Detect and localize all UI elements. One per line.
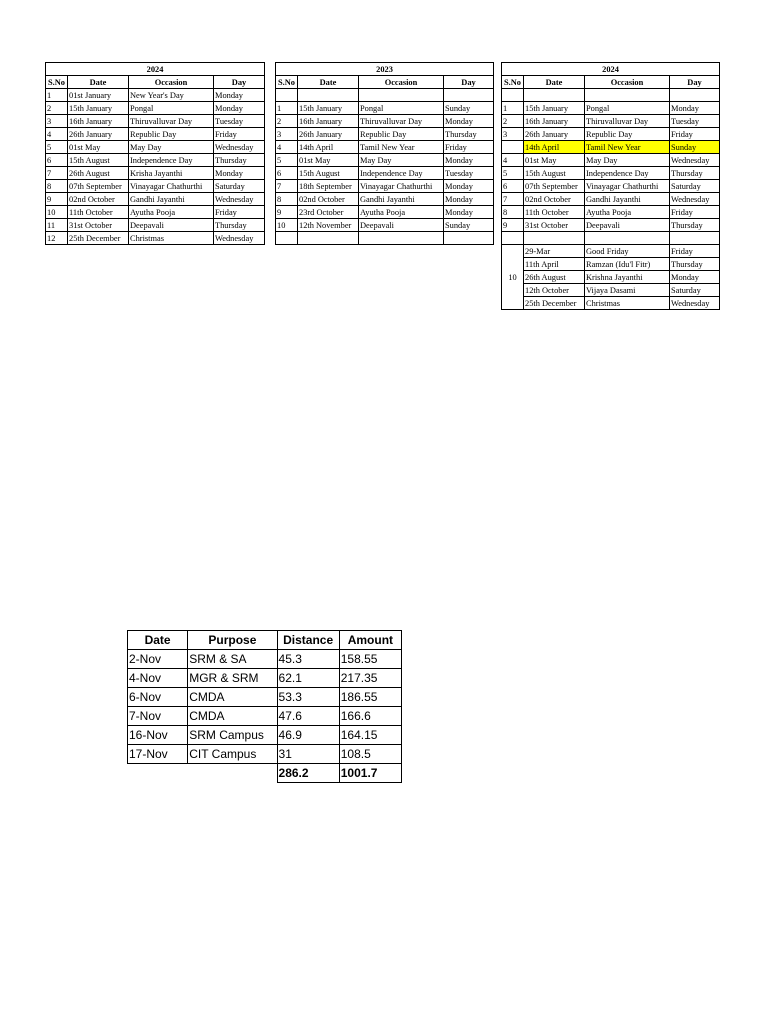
table-cell: 6-Nov	[128, 688, 188, 707]
table-row	[46, 167, 265, 180]
table-cell: 26th January	[298, 128, 359, 141]
table-row	[502, 297, 720, 310]
table-cell: Thursday	[670, 219, 720, 232]
table-cell: Monday	[214, 167, 265, 180]
table-cell: 31st October	[68, 219, 129, 232]
table-row	[502, 258, 720, 271]
table-cell: Monday	[444, 180, 494, 193]
table-cell: 9	[502, 219, 524, 232]
table-cell: Thiruvalluvar Day	[129, 115, 214, 128]
table-cell: 11th April	[524, 258, 585, 271]
column-header: Occasion	[585, 76, 670, 89]
column-header: Date	[128, 631, 188, 650]
table-row	[276, 219, 494, 232]
table-cell: Good Friday	[585, 245, 670, 258]
table-cell: Vinayagar Chathurthi	[585, 180, 670, 193]
table-row	[502, 128, 720, 141]
table-cell: Gandhi Jayanthi	[129, 193, 214, 206]
table-cell: 15th August	[68, 154, 129, 167]
table-row	[502, 167, 720, 180]
table-cell: Tamil New Year	[359, 141, 444, 154]
table-cell: Wednesday	[670, 193, 720, 206]
table-cell: Saturday	[670, 284, 720, 297]
table-cell: 6	[46, 154, 68, 167]
column-header: Day	[444, 76, 494, 89]
table-cell: Thursday	[214, 219, 265, 232]
table-cell: 7	[276, 180, 298, 193]
table-row	[502, 102, 720, 115]
table-cell: Friday	[670, 206, 720, 219]
table-cell: Thursday	[670, 258, 720, 271]
table-cell: Independence Day	[585, 167, 670, 180]
table-cell: Deepavali	[129, 219, 214, 232]
table-row	[46, 102, 265, 115]
table-cell: 7	[46, 167, 68, 180]
table-cell: Republic Day	[585, 128, 670, 141]
table-cell: 5	[276, 154, 298, 167]
table-cell: Pongal	[359, 102, 444, 115]
holiday-table-2024-right	[501, 62, 720, 310]
table-body	[128, 650, 402, 764]
table-cell: 01st May	[524, 154, 585, 167]
table-cell: 15th January	[68, 102, 129, 115]
table-cell: Wednesday	[214, 193, 265, 206]
table-cell: 1	[46, 89, 68, 102]
table-year: 2024	[46, 63, 265, 76]
table-cell: Thursday	[444, 128, 494, 141]
table-cell: Republic Day	[359, 128, 444, 141]
table-cell: 6	[502, 180, 524, 193]
column-header: Occasion	[359, 76, 444, 89]
table-row	[46, 128, 265, 141]
table-cell: 108.5	[339, 745, 401, 764]
table-cell: Vinayagar Chathurthi	[129, 180, 214, 193]
table-cell: Republic Day	[129, 128, 214, 141]
table-row	[276, 128, 494, 141]
table-cell: 3	[276, 128, 298, 141]
empty-cell	[188, 764, 277, 783]
table-cell: Thiruvalluvar Day	[359, 115, 444, 128]
table-cell: Friday	[670, 245, 720, 258]
table-row	[128, 726, 402, 745]
table-cell: 10	[276, 219, 298, 232]
table-cell: Tuesday	[670, 115, 720, 128]
table-cell: 8	[46, 180, 68, 193]
table-cell: 4	[276, 141, 298, 154]
table-cell: Ayutha Pooja	[585, 206, 670, 219]
table-row	[276, 180, 494, 193]
table-row	[128, 669, 402, 688]
table-cell: 9	[46, 193, 68, 206]
column-header: Day	[670, 76, 720, 89]
table-cell: Monday	[444, 115, 494, 128]
table-cell: 23rd October	[298, 206, 359, 219]
table-cell: SRM & SA	[188, 650, 277, 669]
table-cell: 26th August	[524, 271, 585, 284]
table-cell: 12	[46, 232, 68, 245]
table-row	[276, 141, 494, 154]
table-cell: 4-Nov	[128, 669, 188, 688]
table-row	[502, 154, 720, 167]
table-cell: Sunday	[444, 102, 494, 115]
table-cell: 2	[46, 102, 68, 115]
table-cell: 8	[502, 206, 524, 219]
table-cell: 17-Nov	[128, 745, 188, 764]
column-header: Amount	[339, 631, 401, 650]
table-cell: Independence Day	[359, 167, 444, 180]
table-cell: 6	[276, 167, 298, 180]
table-row	[46, 219, 265, 232]
table-cell: Wednesday	[214, 232, 265, 245]
table-row	[502, 193, 720, 206]
table-cell: Christmas	[129, 232, 214, 245]
table-cell: 2	[502, 115, 524, 128]
table-cell: 2	[276, 115, 298, 128]
table-cell: 164.15	[339, 726, 401, 745]
table-cell: CMDA	[188, 688, 277, 707]
column-header: Distance	[277, 631, 339, 650]
table-cell: Ayutha Pooja	[359, 206, 444, 219]
table-cell: Thursday	[670, 167, 720, 180]
table-cell: MGR & SRM	[188, 669, 277, 688]
table-cell: Gandhi Jayanthi	[359, 193, 444, 206]
column-header: Date	[298, 76, 359, 89]
table-row	[128, 650, 402, 669]
table-cell: 186.55	[339, 688, 401, 707]
table-cell: Tuesday	[214, 115, 265, 128]
table-cell: 9	[276, 206, 298, 219]
table-row	[276, 206, 494, 219]
total-amount: 1001.7	[339, 764, 401, 783]
table-cell: Tamil New Year	[585, 141, 670, 154]
holiday-table-2023	[275, 62, 494, 245]
table-cell: 01st May	[298, 154, 359, 167]
table-cell: 12th November	[298, 219, 359, 232]
table-cell: Wednesday	[670, 297, 720, 310]
table-cell: Sunday	[670, 141, 720, 154]
column-header: Occasion	[129, 76, 214, 89]
table-cell: 12th October	[524, 284, 585, 297]
table-row	[128, 745, 402, 764]
table-cell: Wednesday	[670, 154, 720, 167]
column-header: Purpose	[188, 631, 277, 650]
table-row	[46, 154, 265, 167]
table-cell: Monday	[444, 154, 494, 167]
column-header: Day	[214, 76, 265, 89]
table-cell: SRM Campus	[188, 726, 277, 745]
table-cell: Friday	[444, 141, 494, 154]
table-cell: 16th January	[68, 115, 129, 128]
table-row	[128, 688, 402, 707]
column-header: S.No	[502, 76, 524, 89]
table-cell: Pongal	[585, 102, 670, 115]
table-cell: 07th September	[524, 180, 585, 193]
table-cell: 15th August	[298, 167, 359, 180]
table-cell: Friday	[214, 128, 265, 141]
table-cell: Sunday	[444, 219, 494, 232]
table-cell: Deepavali	[585, 219, 670, 232]
table-cell: 217.35	[339, 669, 401, 688]
table-cell: May Day	[585, 154, 670, 167]
table-cell: 11th October	[524, 206, 585, 219]
blank-row	[276, 89, 494, 102]
table-cell: Vijaya Dasami	[585, 284, 670, 297]
table-cell: 26th January	[68, 128, 129, 141]
table-cell: 15th January	[524, 102, 585, 115]
column-header: Date	[68, 76, 129, 89]
table-row	[276, 167, 494, 180]
total-distance: 286.2	[277, 764, 339, 783]
table-cell: May Day	[359, 154, 444, 167]
table-cell: 16th January	[298, 115, 359, 128]
table-row	[502, 115, 720, 128]
optional-holidays	[502, 245, 720, 310]
table-cell: 26th August	[68, 167, 129, 180]
table-cell: Ayutha Pooja	[129, 206, 214, 219]
table-cell: Vinayagar Chathurthi	[359, 180, 444, 193]
table-cell: 53.3	[277, 688, 339, 707]
blank-row	[502, 89, 720, 102]
table-cell: 14th April	[298, 141, 359, 154]
table-cell: 5	[502, 167, 524, 180]
table-row	[46, 232, 265, 245]
travel-expense-table	[127, 630, 402, 783]
table-cell: 46.9	[277, 726, 339, 745]
table-cell: Monday	[214, 89, 265, 102]
table-row	[502, 284, 720, 297]
table-row	[46, 141, 265, 154]
table-cell: Monday	[670, 102, 720, 115]
table-cell: 16-Nov	[128, 726, 188, 745]
optional-sno: 10	[502, 245, 524, 310]
table-cell: Friday	[214, 206, 265, 219]
table-row	[276, 193, 494, 206]
table-cell: 01st May	[68, 141, 129, 154]
table-cell: 15th January	[298, 102, 359, 115]
table-cell: 11	[46, 219, 68, 232]
table-cell: Krisha Jayanthi	[129, 167, 214, 180]
table-row	[502, 180, 720, 193]
table-cell: 31	[277, 745, 339, 764]
table-year: 2024	[502, 63, 720, 76]
table-cell: 25th December	[524, 297, 585, 310]
table-cell: 158.55	[339, 650, 401, 669]
table-cell: Monday	[214, 102, 265, 115]
table-cell: Thursday	[214, 154, 265, 167]
table-row	[46, 89, 265, 102]
table-cell: Independence Day	[129, 154, 214, 167]
table-cell: Saturday	[214, 180, 265, 193]
table-cell: 166.6	[339, 707, 401, 726]
table-cell: Gandhi Jayanthi	[585, 193, 670, 206]
table-cell: CMDA	[188, 707, 277, 726]
table-cell: 62.1	[277, 669, 339, 688]
table-cell: Monday	[444, 193, 494, 206]
table-body	[502, 102, 720, 245]
table-cell: Monday	[444, 206, 494, 219]
table-year: 2023	[276, 63, 494, 76]
table-cell: Ramzan (Idu'l Fitr)	[585, 258, 670, 271]
table-cell: 47.6	[277, 707, 339, 726]
table-cell: 7-Nov	[128, 707, 188, 726]
table-cell: Pongal	[129, 102, 214, 115]
table-cell: Deepavali	[359, 219, 444, 232]
table-cell: 25th December	[68, 232, 129, 245]
table-cell: 1	[276, 102, 298, 115]
table-cell: Wednesday	[214, 141, 265, 154]
table-row	[502, 206, 720, 219]
holiday-table-2024-left	[45, 62, 265, 245]
table-cell: 29-Mar	[524, 245, 585, 258]
table-cell: 02nd October	[68, 193, 129, 206]
table-cell: Krishna Jayanthi	[585, 271, 670, 284]
table-row	[46, 193, 265, 206]
table-cell: 45.3	[277, 650, 339, 669]
blank-row	[502, 232, 720, 245]
table-cell: Friday	[670, 128, 720, 141]
table-cell: 4	[46, 128, 68, 141]
table-body	[46, 89, 265, 245]
table-row	[502, 219, 720, 232]
table-cell: Saturday	[670, 180, 720, 193]
table-cell: 4	[502, 154, 524, 167]
table-row	[276, 102, 494, 115]
table-cell: 2-Nov	[128, 650, 188, 669]
table-cell: New Year's Day	[129, 89, 214, 102]
empty-cell	[128, 764, 188, 783]
table-cell: 3	[502, 128, 524, 141]
table-cell: 16th January	[524, 115, 585, 128]
column-header: S.No	[46, 76, 68, 89]
table-cell: 02nd October	[524, 193, 585, 206]
table-cell: 8	[276, 193, 298, 206]
table-cell: 3	[46, 115, 68, 128]
table-cell: 11th October	[68, 206, 129, 219]
table-row	[128, 707, 402, 726]
table-cell: 1	[502, 102, 524, 115]
table-row	[276, 115, 494, 128]
column-header: S.No	[276, 76, 298, 89]
table-cell: 31st October	[524, 219, 585, 232]
table-cell	[502, 141, 524, 154]
table-row	[46, 206, 265, 219]
table-cell: 18th September	[298, 180, 359, 193]
table-row	[502, 141, 720, 154]
blank-row	[276, 232, 494, 245]
table-row	[276, 154, 494, 167]
table-row	[46, 180, 265, 193]
table-cell: 07th September	[68, 180, 129, 193]
table-cell: 7	[502, 193, 524, 206]
table-row	[502, 271, 720, 284]
table-cell: May Day	[129, 141, 214, 154]
table-cell: 15th August	[524, 167, 585, 180]
table-cell: 14th April	[524, 141, 585, 154]
table-body	[276, 102, 494, 232]
table-cell: Thiruvalluvar Day	[585, 115, 670, 128]
table-cell: 02nd October	[298, 193, 359, 206]
table-cell: 10	[46, 206, 68, 219]
column-header: Date	[524, 76, 585, 89]
table-cell: 01st January	[68, 89, 129, 102]
totals-row	[128, 764, 402, 783]
table-row	[502, 245, 720, 258]
table-cell: Tuesday	[444, 167, 494, 180]
table-cell: Monday	[670, 271, 720, 284]
table-cell: 26th January	[524, 128, 585, 141]
table-cell: CIT Campus	[188, 745, 277, 764]
table-cell: 5	[46, 141, 68, 154]
table-row	[46, 115, 265, 128]
table-cell: Christmas	[585, 297, 670, 310]
